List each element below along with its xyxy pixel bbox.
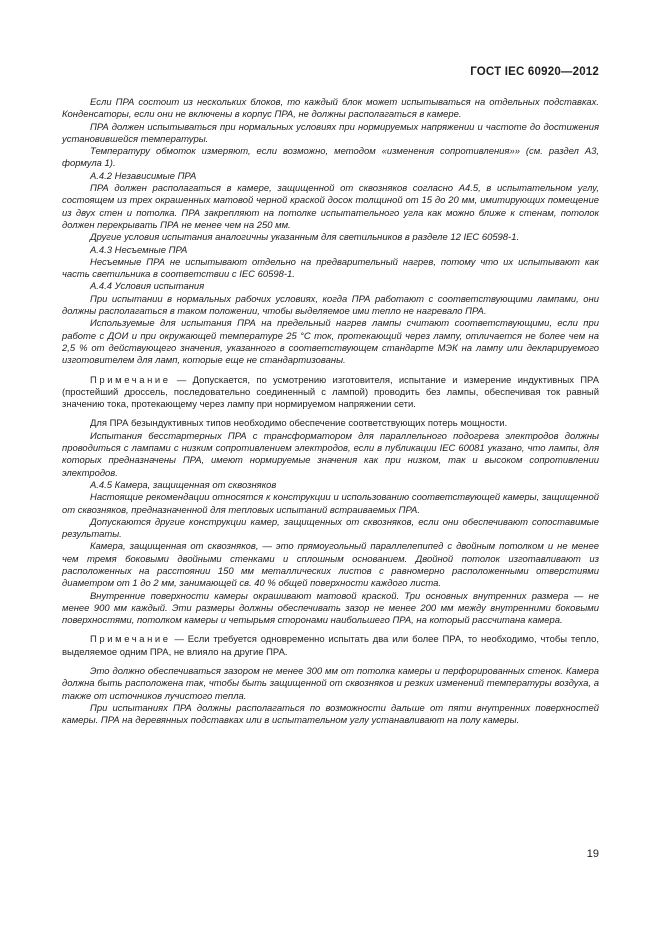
paragraph: Другие условия испытания аналогичны указанным для светильников в разделе 12 IEC 60598-1. <box>90 232 520 244</box>
paragraph: Допускаются другие конструкции камер, защищенных от сквозняков, если они обеспечивают сопоставимые результаты. <box>62 516 599 541</box>
paragraph: При испытании в нормальных рабочих условиях, когда ПРА работают с соответствующими лампами, они должны располагаться в таком положении, чтобы выделяемое ими тепло не нагревало ПРА. <box>62 293 599 318</box>
document-header: ГОСТ IEC 60920—2012 <box>470 66 599 78</box>
paragraph: ПРА должен располагаться в камере, защищенной от сквозняков согласно А4.5, в испытательном углу, состоящем из трех окрашенных матовой черной краской досок толщиной от 15 до 20 мм, имитирующих помещение из двух стен и потолка. ПРА закрепляют на потолке испытательного угла как можно ближе к стенам, потолок должен перекрывать ПРА не менее чем на 250 мм. <box>62 183 599 231</box>
note-text: — Если требуется одновременно испытать два или более ПРА, то необходимо, чтобы тепло, выделяемое одним ПРА, не влияло на другие ПРА. <box>62 634 599 658</box>
note-text: — Допускается, по усмотрению изготовителя, испытание и измерение индуктивных ПРА (простейший дроссель, последовательно соединенный с лампой) проводить без лампы, обеспечивая ток равный значению тока, протекающему через лампу при нормируемом напряжении сети. <box>62 374 599 411</box>
section-heading: А.4.4 Условия испытания <box>90 281 205 293</box>
note <box>62 375 599 412</box>
note <box>62 634 599 659</box>
section-heading: А.4.5 Камера, защищенная от сквозняков <box>90 479 277 491</box>
note-label: Примечание <box>90 634 171 646</box>
note-label: Примечание <box>90 374 171 386</box>
document-body <box>62 97 599 728</box>
paragraph: Внутренние поверхности камеры окрашивают матовой краской. Три основных внутренних размера — не менее 900 мм каждый. Эти размеры должны обеспечивать зазор не менее 200 мм между внутренними боковыми поверхностями, потолком камеры и четырьмя сторонами наибольшего ПРА, на который рассчитана камера. <box>62 590 599 627</box>
paragraph: Для ПРА безындуктивных типов необходимо обеспечение соответствующих потерь мощности. <box>90 418 508 430</box>
section-heading: А.4.3 Несъемные ПРА <box>90 244 188 256</box>
paragraph: Температуру обмоток измеряют, если возможно, методом «изменения сопротивления»» (см. раздел А3, формула 1). <box>62 146 599 170</box>
paragraph: ПРА должен испытываться при нормальных условиях при нормируемых напряжении и частоте до достижения установившейся температуры. <box>62 121 599 145</box>
page-number: 19 <box>586 848 599 860</box>
section-heading: А.4.2 Независимые ПРА <box>90 170 197 182</box>
paragraph: Это должно обеспечиваться зазором не менее 300 мм от потолка камеры и перфорированных стенок. Камера должна быть расположена так, чтобы быть защищенной от сквозняков и резких изменений температуры воздуха, а также от источников лучистого тепла. <box>62 666 599 702</box>
paragraph: Настоящие рекомендации относятся к конструкции и использованию соответствующей камеры, защищенной от сквозняков, предназначенной для тепловых испытаний встраиваемых ПРА. <box>62 492 599 516</box>
paragraph: Камера, защищенная от сквозняков, — это прямоугольный параллелепипед с двойным потолком и не менее чем тремя боковыми двойными стенками и сплошным основанием. Двойной потолок изготавливают из расположенных на расстоянии 150 мм металлических листов с равномерно расположенными отверстиями диаметром от 1 до 2 мм, занимающей св. 40 % общей поверхности каждого листа. <box>62 541 599 590</box>
paragraph: Несъемные ПРА не испытывают отдельно на предварительный нагрев, потому что их испытывают как часть светильника в соответствии с IEC 60598-1. <box>62 256 599 281</box>
paragraph: Если ПРА состоит из нескольких блоков, то каждый блок может испытываться на отдельных подставках. Конденсаторы, если они не включены в корпус ПРА, не должны располагаться в камере. <box>62 97 599 121</box>
paragraph: При испытаниях ПРА должны располагаться по возможности дальше от пяти внутренних поверхностей камеры. ПРА на деревянных подставках или в испытательном углу устанавливают на полу камеры. <box>62 702 599 727</box>
paragraph: Используемые для испытания ПРА на предельный нагрев лампы считают соответствующими, если при работе с ДОИ и при окружающей температуре 25 °С ток, протекающий через лампу, отличается не более чем на 2,5 % от действующего значения, указанного в соответствующем стандарте МЭК на лампу или декларируемого изготовителем для ламп, которые еще не стандартизованы. <box>62 318 599 367</box>
paragraph: Испытания бесстартерных ПРА с трансформатором для параллельного подогрева электродов должны проводиться с лампами с низким сопротивлением электродов, если в публикации IEC 60081 указано, что лампы, для которых предназначены ПРА, имеют нормируемые значения как при низком, так и высоком сопротивлении электродов. <box>62 430 599 479</box>
